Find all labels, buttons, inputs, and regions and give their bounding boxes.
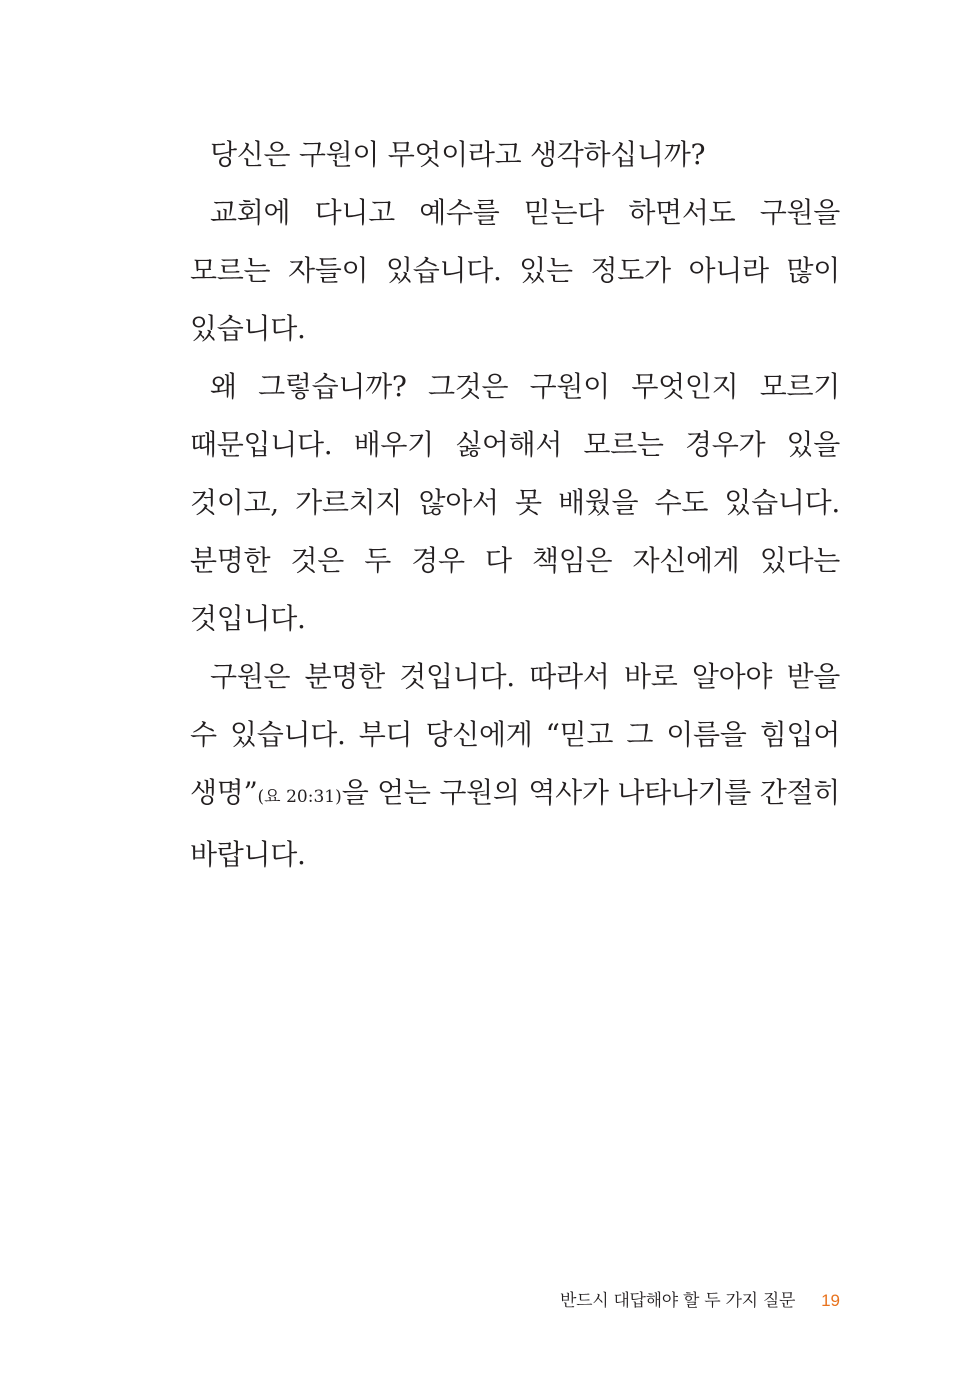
running-title: 반드시 대답해야 할 두 가지 질문 [559,1291,796,1311]
paragraph-1: 당신은 구원이 무엇이라고 생각하십니까? [210,138,706,171]
page-footer [560,1286,840,1311]
paragraph-4 [190,648,840,884]
paragraph-4-text-after: 을 얻는 구원의 역사가 나타나기를 간절히 바랍니다. [190,776,840,871]
paragraph-2: 교회에 다니고 예수를 믿는다 하면서도 구원을 모르는 자들이 있습니다. 있는 정도가 아니라 많이 있습니다. [190,196,840,345]
page-number: 19 [821,1291,840,1310]
body-text [190,126,840,884]
paragraph-4-text-before: 구원은 분명한 것입니다. 따라서 바로 알아야 받을 수 있습니다. 부디 당신에게 “믿고 그 이름을 힘입어 생명” [190,660,840,809]
paragraph-3: 왜 그렇습니까? 그것은 구원이 무엇인지 모르기 때문입니다. 배우기 싫어해서 모르는 경우가 있을 것이고, 가르치지 않아서 못 배웠을 수도 있습니다. 분명한 것은 두 경우 다 책임은 자신에게 있다는 것입니다. [190,370,840,635]
bible-reference: (요 20:31) [257,787,342,807]
